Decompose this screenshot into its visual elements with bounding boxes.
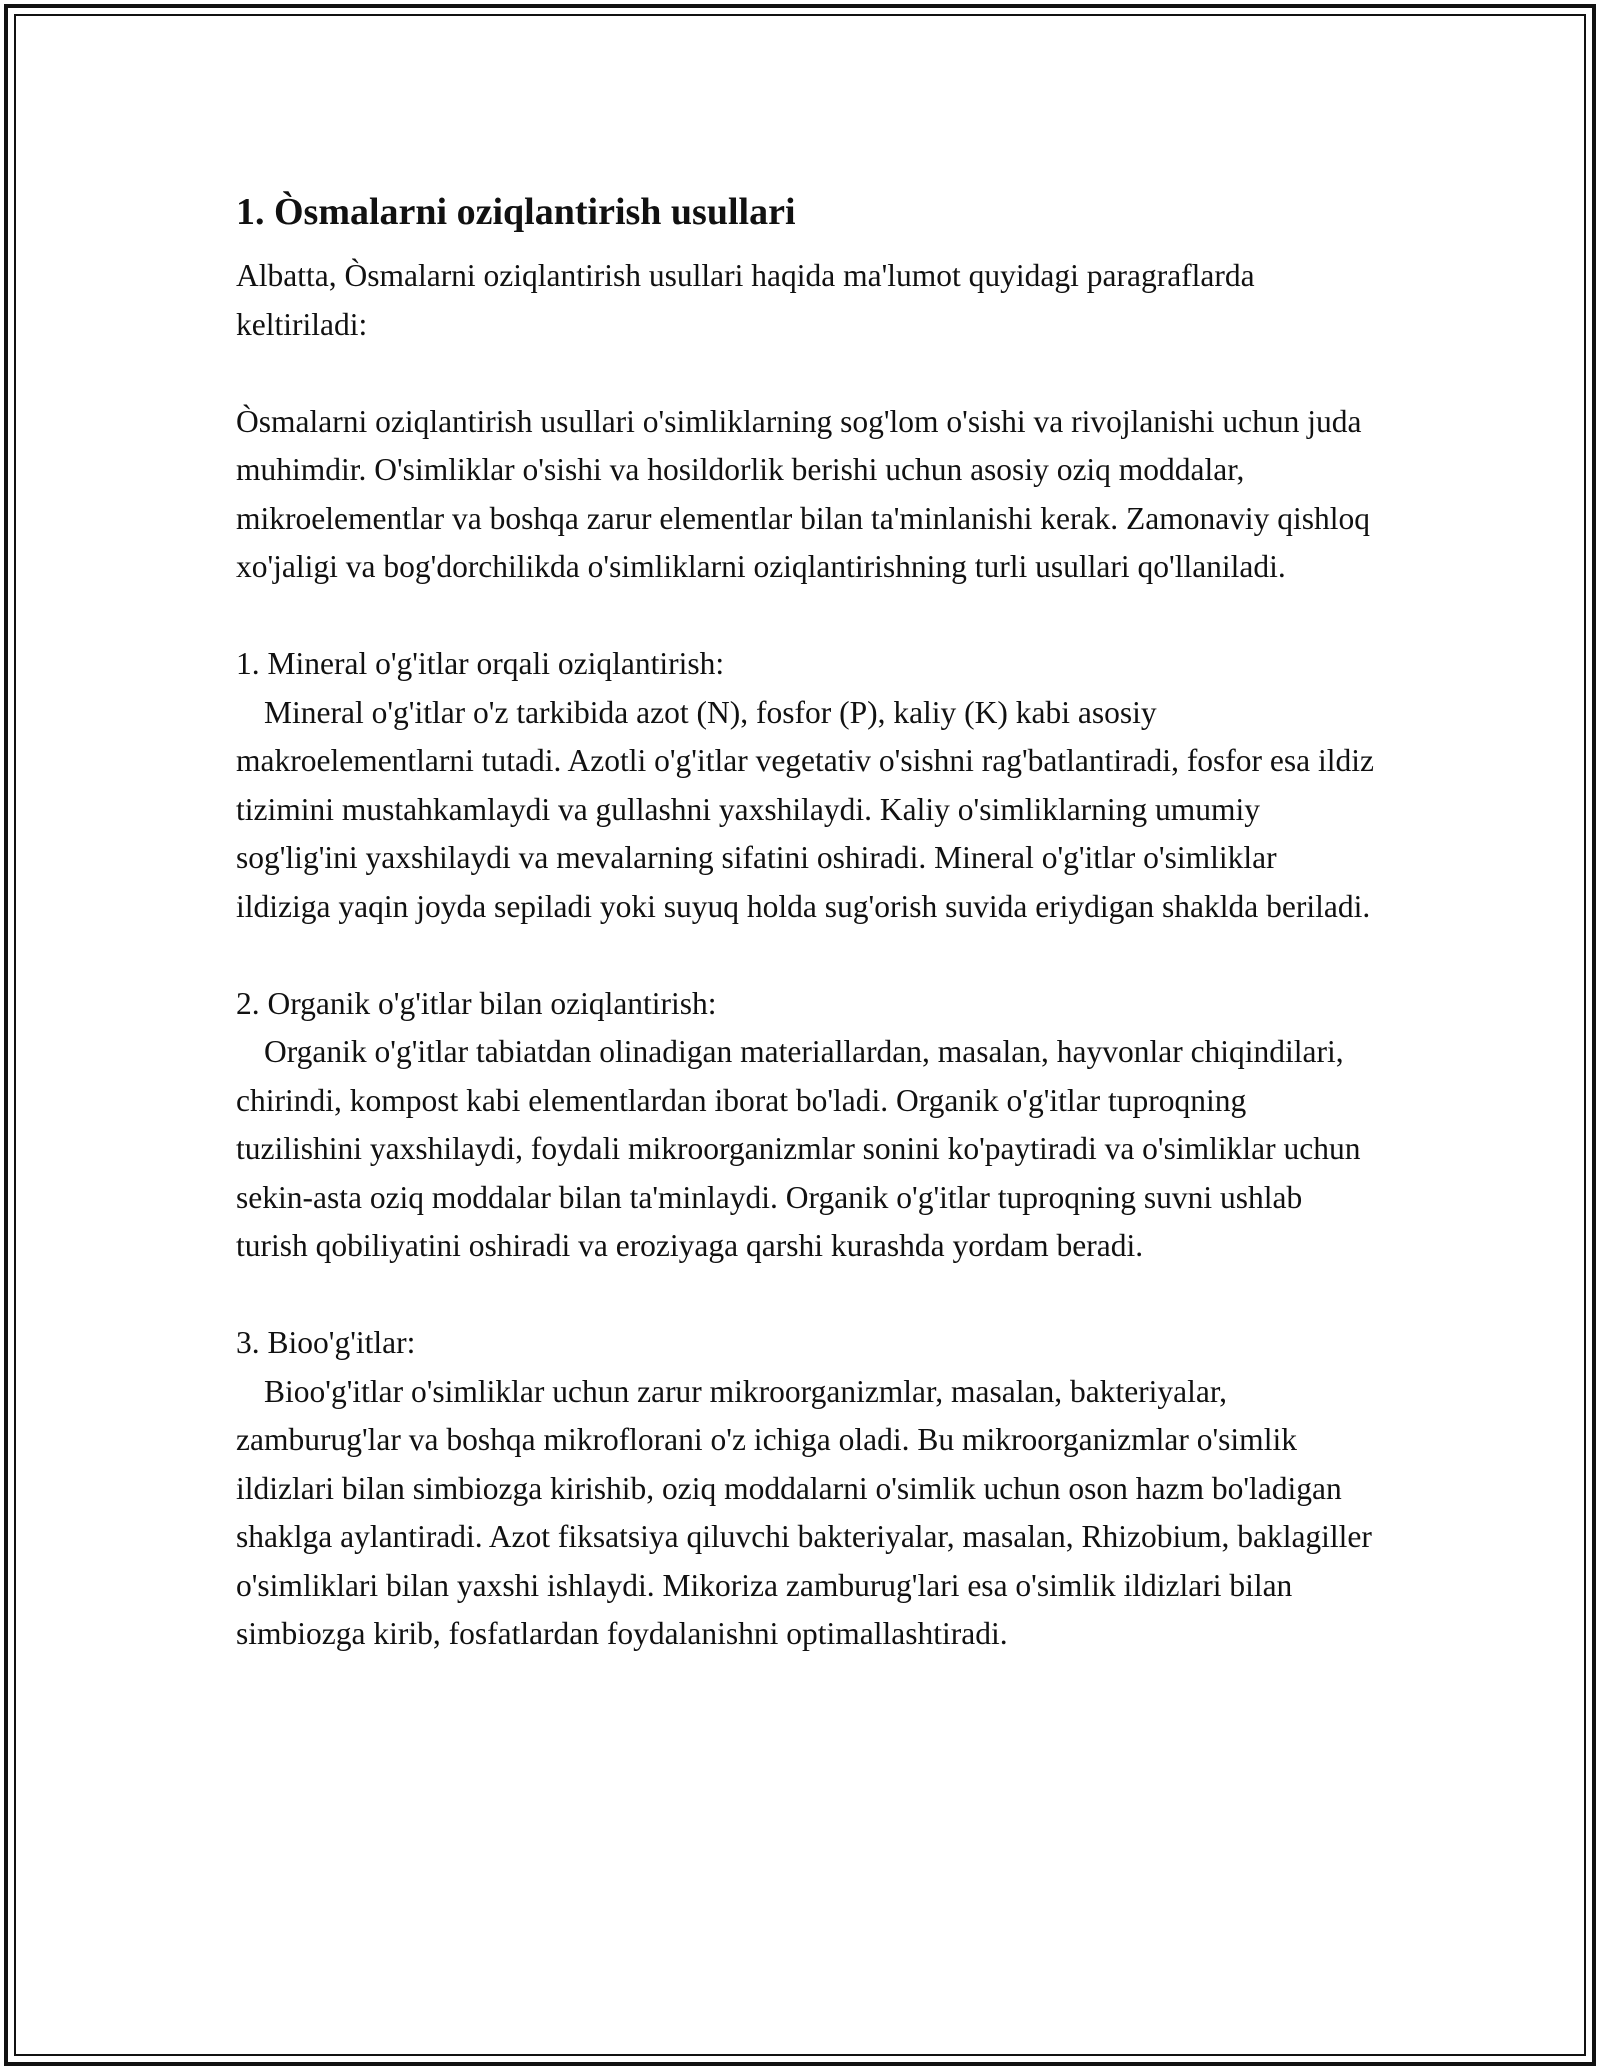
paragraph-spacer: [236, 931, 1376, 980]
list-item: [236, 980, 1376, 1271]
paragraph-spacer: [236, 1271, 1376, 1320]
list-item-text-content: Bioo'g'itlar o'simliklar uchun zarur mikroorganizmlar, masalan, bakteriyalar, zamburug'lar va boshqa mikroflorani o'z ichiga oladi. Bu mikroorganizmlar o'simlik ildizlari bilan simbiozga kirishib, oziq moddalarni o'simlik uchun oson hazm bo'ladigan shaklga aylantiradi. Azot fiksatsiya qiluvchi bakteriyalar, masalan, Rhizobium, baklagiller o'simliklari bilan yaxshi ishlaydi. Mikoriza zamburug'lari esa o'simlik ildizlari bilan simbiozga kirib, fosfatlardan foydalanishni optimallashtiradi.: [236, 1373, 1372, 1651]
document-body: [236, 186, 1376, 1659]
list-item: [236, 1319, 1376, 1659]
paragraph-spacer: [236, 349, 1376, 398]
list-item-text: [236, 689, 1376, 932]
list-item-heading: 1. Mineral o'g'itlar orqali oziqlantirish:: [236, 646, 725, 681]
list-item: [236, 640, 1376, 931]
list-item-heading: 3. Bioo'g'itlar:: [236, 1325, 416, 1360]
list-item-text-content: Organik o'g'itlar tabiatdan olinadigan materiallardan, masalan, hayvonlar chiqindilari, chirindi, kompost kabi elementlardan iborat bo'ladi. Organik o'g'itlar tuproqning tuzilishini yaxshilaydi, foydali mikroorganizmlar sonini ko'paytiradi va o'simliklar uchun sekin-asta oziq moddalar bilan ta'minlaydi. Organik o'g'itlar tuproqning suvni ushlab turish qobiliyatini oshiradi va eroziyaga qarshi kurashda yordam beradi.: [236, 1034, 1361, 1263]
paragraph-spacer: [236, 592, 1376, 641]
document-title: 1. Òsmalarni oziqlantirish usullari: [236, 191, 796, 233]
list-item-heading: 2. Organik o'g'itlar bilan oziqlantirish:: [236, 985, 717, 1021]
list-item-text-content: Mineral o'g'itlar o'z tarkibida azot (N), fosfor (P), kaliy (K) kabi asosiy makroelementlarni tutadi. Azotli o'g'itlar vegetativ o'sishni rag'batlantiradi, fosfor esa ildiz tizimini mustahkamlaydi va gullashni yaxshilaydi. Kaliy o'simliklarning umumiy sog'lig'ini yaxshilaydi va mevalarning sifatini oshiradi. Mineral o'g'itlar o'simliklar ildiziga yaqin joyda sepiladi yoki suyuq holda sug'orish suvida eriydigan shaklda beriladi.: [236, 694, 1374, 924]
list-item-text: [236, 1368, 1376, 1659]
main-paragraph: Òsmalarni oziqlantirish usullari o'simliklarning sog'lom o'sishi va rivojlanishi uchun juda muhimdir. O'simliklar o'sishi va hosildorlik berishi uchun asosiy oziq moddalar, mikroelementlar va boshqa zarur elementlar bilan ta'minlanishi kerak. Zamonaviy qishloq xo'jaligi va bog'dorchilikda o'simliklarni oziqlantirishning turli usullari qo'llaniladi.: [236, 403, 1371, 584]
list-item-text: [236, 1028, 1376, 1271]
intro-paragraph: Albatta, Òsmalarni oziqlantirish usullari haqida ma'lumot quyidagi paragraflarda keltiriladi:: [236, 258, 1255, 342]
